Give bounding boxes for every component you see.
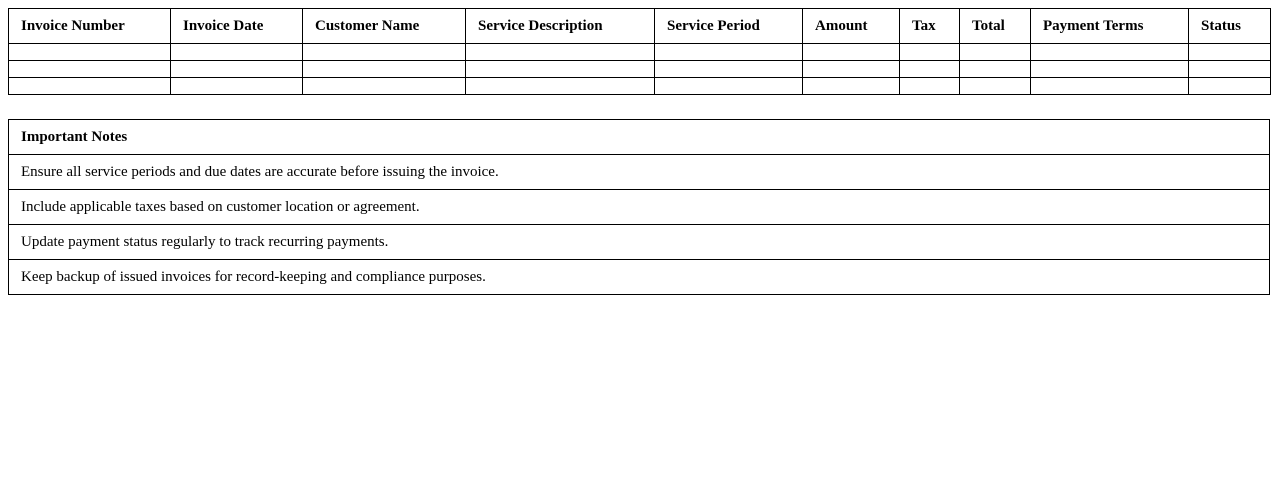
cell-customer-name[interactable] <box>303 78 466 95</box>
cell-service-period[interactable] <box>655 44 803 61</box>
note-row <box>9 260 1270 295</box>
header-customer-name: Customer Name <box>303 9 466 44</box>
notes-table <box>8 119 1270 295</box>
cell-total[interactable] <box>960 44 1031 61</box>
note-row <box>9 225 1270 260</box>
header-status: Status <box>1189 9 1271 44</box>
cell-payment-terms[interactable] <box>1031 61 1189 78</box>
invoice-header-row <box>9 9 1271 44</box>
cell-customer-name[interactable] <box>303 61 466 78</box>
note-row <box>9 190 1270 225</box>
cell-invoice-date[interactable] <box>171 44 303 61</box>
cell-amount[interactable] <box>803 61 900 78</box>
cell-tax[interactable] <box>900 44 960 61</box>
cell-invoice-number[interactable] <box>9 61 171 78</box>
cell-total[interactable] <box>960 78 1031 95</box>
note-item: Ensure all service periods and due dates are accurate before issuing the invoice. <box>9 155 1270 190</box>
header-amount: Amount <box>803 9 900 44</box>
cell-service-period[interactable] <box>655 78 803 95</box>
cell-payment-terms[interactable] <box>1031 44 1189 61</box>
notes-title: Important Notes <box>9 120 1270 155</box>
invoice-table <box>8 8 1271 95</box>
cell-invoice-date[interactable] <box>171 78 303 95</box>
header-invoice-date: Invoice Date <box>171 9 303 44</box>
cell-payment-terms[interactable] <box>1031 78 1189 95</box>
table-row <box>9 78 1271 95</box>
cell-service-description[interactable] <box>466 61 655 78</box>
cell-status[interactable] <box>1189 61 1271 78</box>
note-item: Update payment status regularly to track recurring payments. <box>9 225 1270 260</box>
cell-status[interactable] <box>1189 78 1271 95</box>
header-invoice-number: Invoice Number <box>9 9 171 44</box>
note-item: Keep backup of issued invoices for record-keeping and compliance purposes. <box>9 260 1270 295</box>
header-service-period: Service Period <box>655 9 803 44</box>
cell-invoice-date[interactable] <box>171 61 303 78</box>
cell-tax[interactable] <box>900 61 960 78</box>
header-total: Total <box>960 9 1031 44</box>
cell-tax[interactable] <box>900 78 960 95</box>
page-content <box>8 8 1270 295</box>
cell-service-description[interactable] <box>466 44 655 61</box>
cell-amount[interactable] <box>803 44 900 61</box>
note-row <box>9 155 1270 190</box>
notes-header-row <box>9 120 1270 155</box>
cell-customer-name[interactable] <box>303 44 466 61</box>
cell-service-description[interactable] <box>466 78 655 95</box>
cell-invoice-number[interactable] <box>9 44 171 61</box>
header-service-description: Service Description <box>466 9 655 44</box>
cell-total[interactable] <box>960 61 1031 78</box>
note-item: Include applicable taxes based on customer location or agreement. <box>9 190 1270 225</box>
cell-status[interactable] <box>1189 44 1271 61</box>
table-row <box>9 61 1271 78</box>
header-payment-terms: Payment Terms <box>1031 9 1189 44</box>
cell-amount[interactable] <box>803 78 900 95</box>
table-row <box>9 44 1271 61</box>
header-tax: Tax <box>900 9 960 44</box>
cell-service-period[interactable] <box>655 61 803 78</box>
cell-invoice-number[interactable] <box>9 78 171 95</box>
